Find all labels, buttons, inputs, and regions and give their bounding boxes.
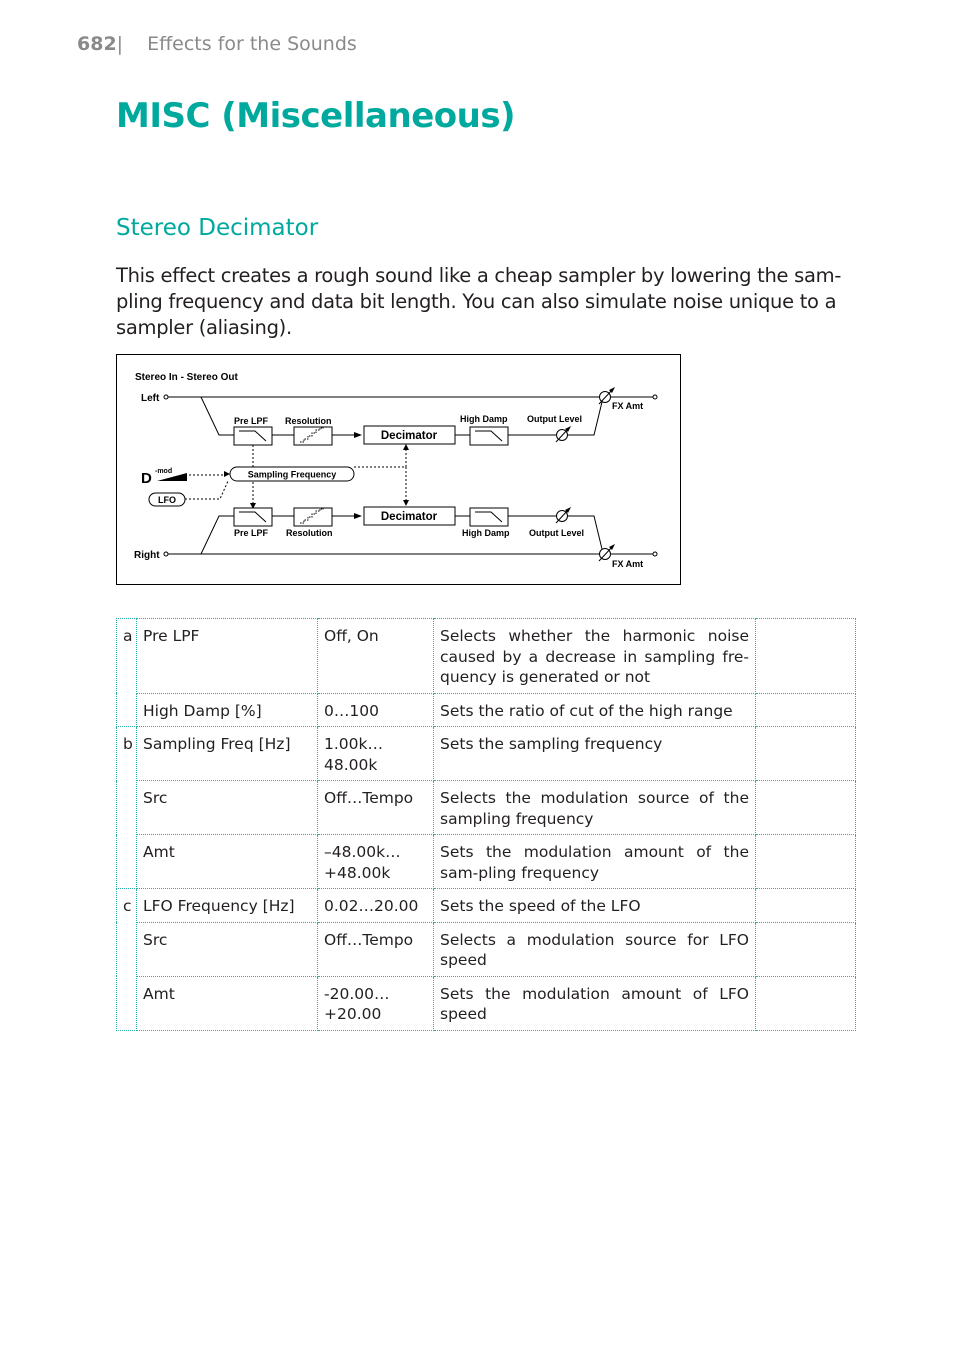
table-row — [117, 835, 856, 889]
diagram-frame — [117, 355, 681, 585]
left-output-jack — [653, 395, 657, 399]
group-cell: b — [117, 727, 137, 889]
param-cell: High Damp [%] — [137, 693, 318, 727]
right-output-jack — [653, 552, 657, 556]
output-level-top-label: Output Level — [527, 414, 583, 424]
section-title: Effects for the Sounds — [147, 33, 357, 55]
table-row — [117, 693, 856, 727]
right-input-jack — [164, 552, 168, 556]
page-title: MISC (Miscellaneous) — [116, 96, 516, 136]
section-heading: Stereo Decimator — [116, 215, 319, 241]
resolution-top-label: Resolution — [285, 416, 332, 426]
range-cell: –48.00k…+48.00k — [318, 835, 434, 889]
right-label: Right — [134, 550, 160, 561]
left-label: Left — [141, 393, 160, 404]
range-cell: 0…100 — [318, 693, 434, 727]
table-row — [117, 889, 856, 923]
parameter-table — [116, 618, 856, 1031]
io-label: Stereo In - Stereo Out — [135, 372, 238, 383]
range-cell: 1.00k…48.00k — [318, 727, 434, 781]
extra-cell — [756, 976, 856, 1030]
table-row — [117, 619, 856, 694]
decimator-bottom-label: Decimator — [380, 511, 438, 523]
page-header — [77, 33, 357, 55]
description-cell: Sets the modulation amount of LFO speed — [434, 976, 756, 1030]
extra-cell — [756, 727, 856, 781]
pre-lpf-top-label: Pre LPF — [234, 416, 269, 426]
param-cell: Src — [137, 781, 318, 835]
resolution-bottom-block — [294, 508, 332, 526]
resolution-top-block — [294, 427, 332, 445]
range-cell: -20.00…+20.00 — [318, 976, 434, 1030]
range-cell: 0.02…20.00 — [318, 889, 434, 923]
pre-lpf-bottom-label: Pre LPF — [234, 528, 269, 538]
range-cell: Off, On — [318, 619, 434, 694]
range-cell: Off…Tempo — [318, 922, 434, 976]
dmod-superscript: -mod — [155, 468, 173, 475]
fx-amt-top-label: FX Amt — [612, 401, 644, 411]
pre-lpf-bottom-block — [234, 508, 272, 526]
group-cell: a — [117, 619, 137, 727]
param-cell: Amt — [137, 835, 318, 889]
header-separator: | — [116, 33, 124, 55]
output-level-bottom-label: Output Level — [529, 528, 585, 538]
dmod-letter: D — [141, 470, 152, 487]
sampling-frequency-label: Sampling Frequency — [247, 469, 337, 480]
decimator-top-label: Decimator — [380, 430, 438, 442]
description-cell: Selects a modulation source for LFO speed — [434, 922, 756, 976]
pre-lpf-top-block — [234, 427, 272, 445]
description-cell: Sets the speed of the LFO — [434, 889, 756, 923]
intro-paragraph: This effect creates a rough sound like a cheap sampler by lowering the sam-pling frequency and data bit length. You can also simulate noise unique to a sampler (aliasing). — [116, 264, 842, 339]
resolution-bottom-label: Resolution — [286, 528, 333, 538]
param-cell: LFO Frequency [Hz] — [137, 889, 318, 923]
page-number: 682 — [77, 33, 117, 55]
extra-cell — [756, 693, 856, 727]
fx-amt-bottom-label: FX Amt — [612, 559, 644, 569]
description-cell: Sets the modulation amount of the sam-pling frequency — [434, 835, 756, 889]
extra-cell — [756, 619, 856, 694]
high-damp-top-block — [470, 427, 508, 445]
extra-cell — [756, 781, 856, 835]
table-row — [117, 781, 856, 835]
param-cell: Src — [137, 922, 318, 976]
high-damp-top-label: High Damp — [460, 414, 508, 424]
lfo-label: LFO — [158, 495, 176, 505]
high-damp-bottom-label: High Damp — [462, 528, 510, 538]
left-input-jack — [164, 395, 168, 399]
extra-cell — [756, 922, 856, 976]
param-cell: Pre LPF — [137, 619, 318, 694]
high-damp-bottom-block — [470, 508, 508, 526]
signal-flow-diagram — [116, 354, 681, 585]
group-cell: c — [117, 889, 137, 1031]
description-cell: Sets the ratio of cut of the high range — [434, 693, 756, 727]
range-cell: Off…Tempo — [318, 781, 434, 835]
extra-cell — [756, 889, 856, 923]
param-cell: Amt — [137, 976, 318, 1030]
extra-cell — [756, 835, 856, 889]
table-row — [117, 727, 856, 781]
table-row — [117, 922, 856, 976]
param-cell: Sampling Freq [Hz] — [137, 727, 318, 781]
description-cell: Sets the sampling frequency — [434, 727, 756, 781]
description-cell: Selects the modulation source of the sampling frequency — [434, 781, 756, 835]
description-cell: Selects whether the harmonic noise caused by a decrease in sampling fre-quency is generated or not — [434, 619, 756, 694]
table-row — [117, 976, 856, 1030]
